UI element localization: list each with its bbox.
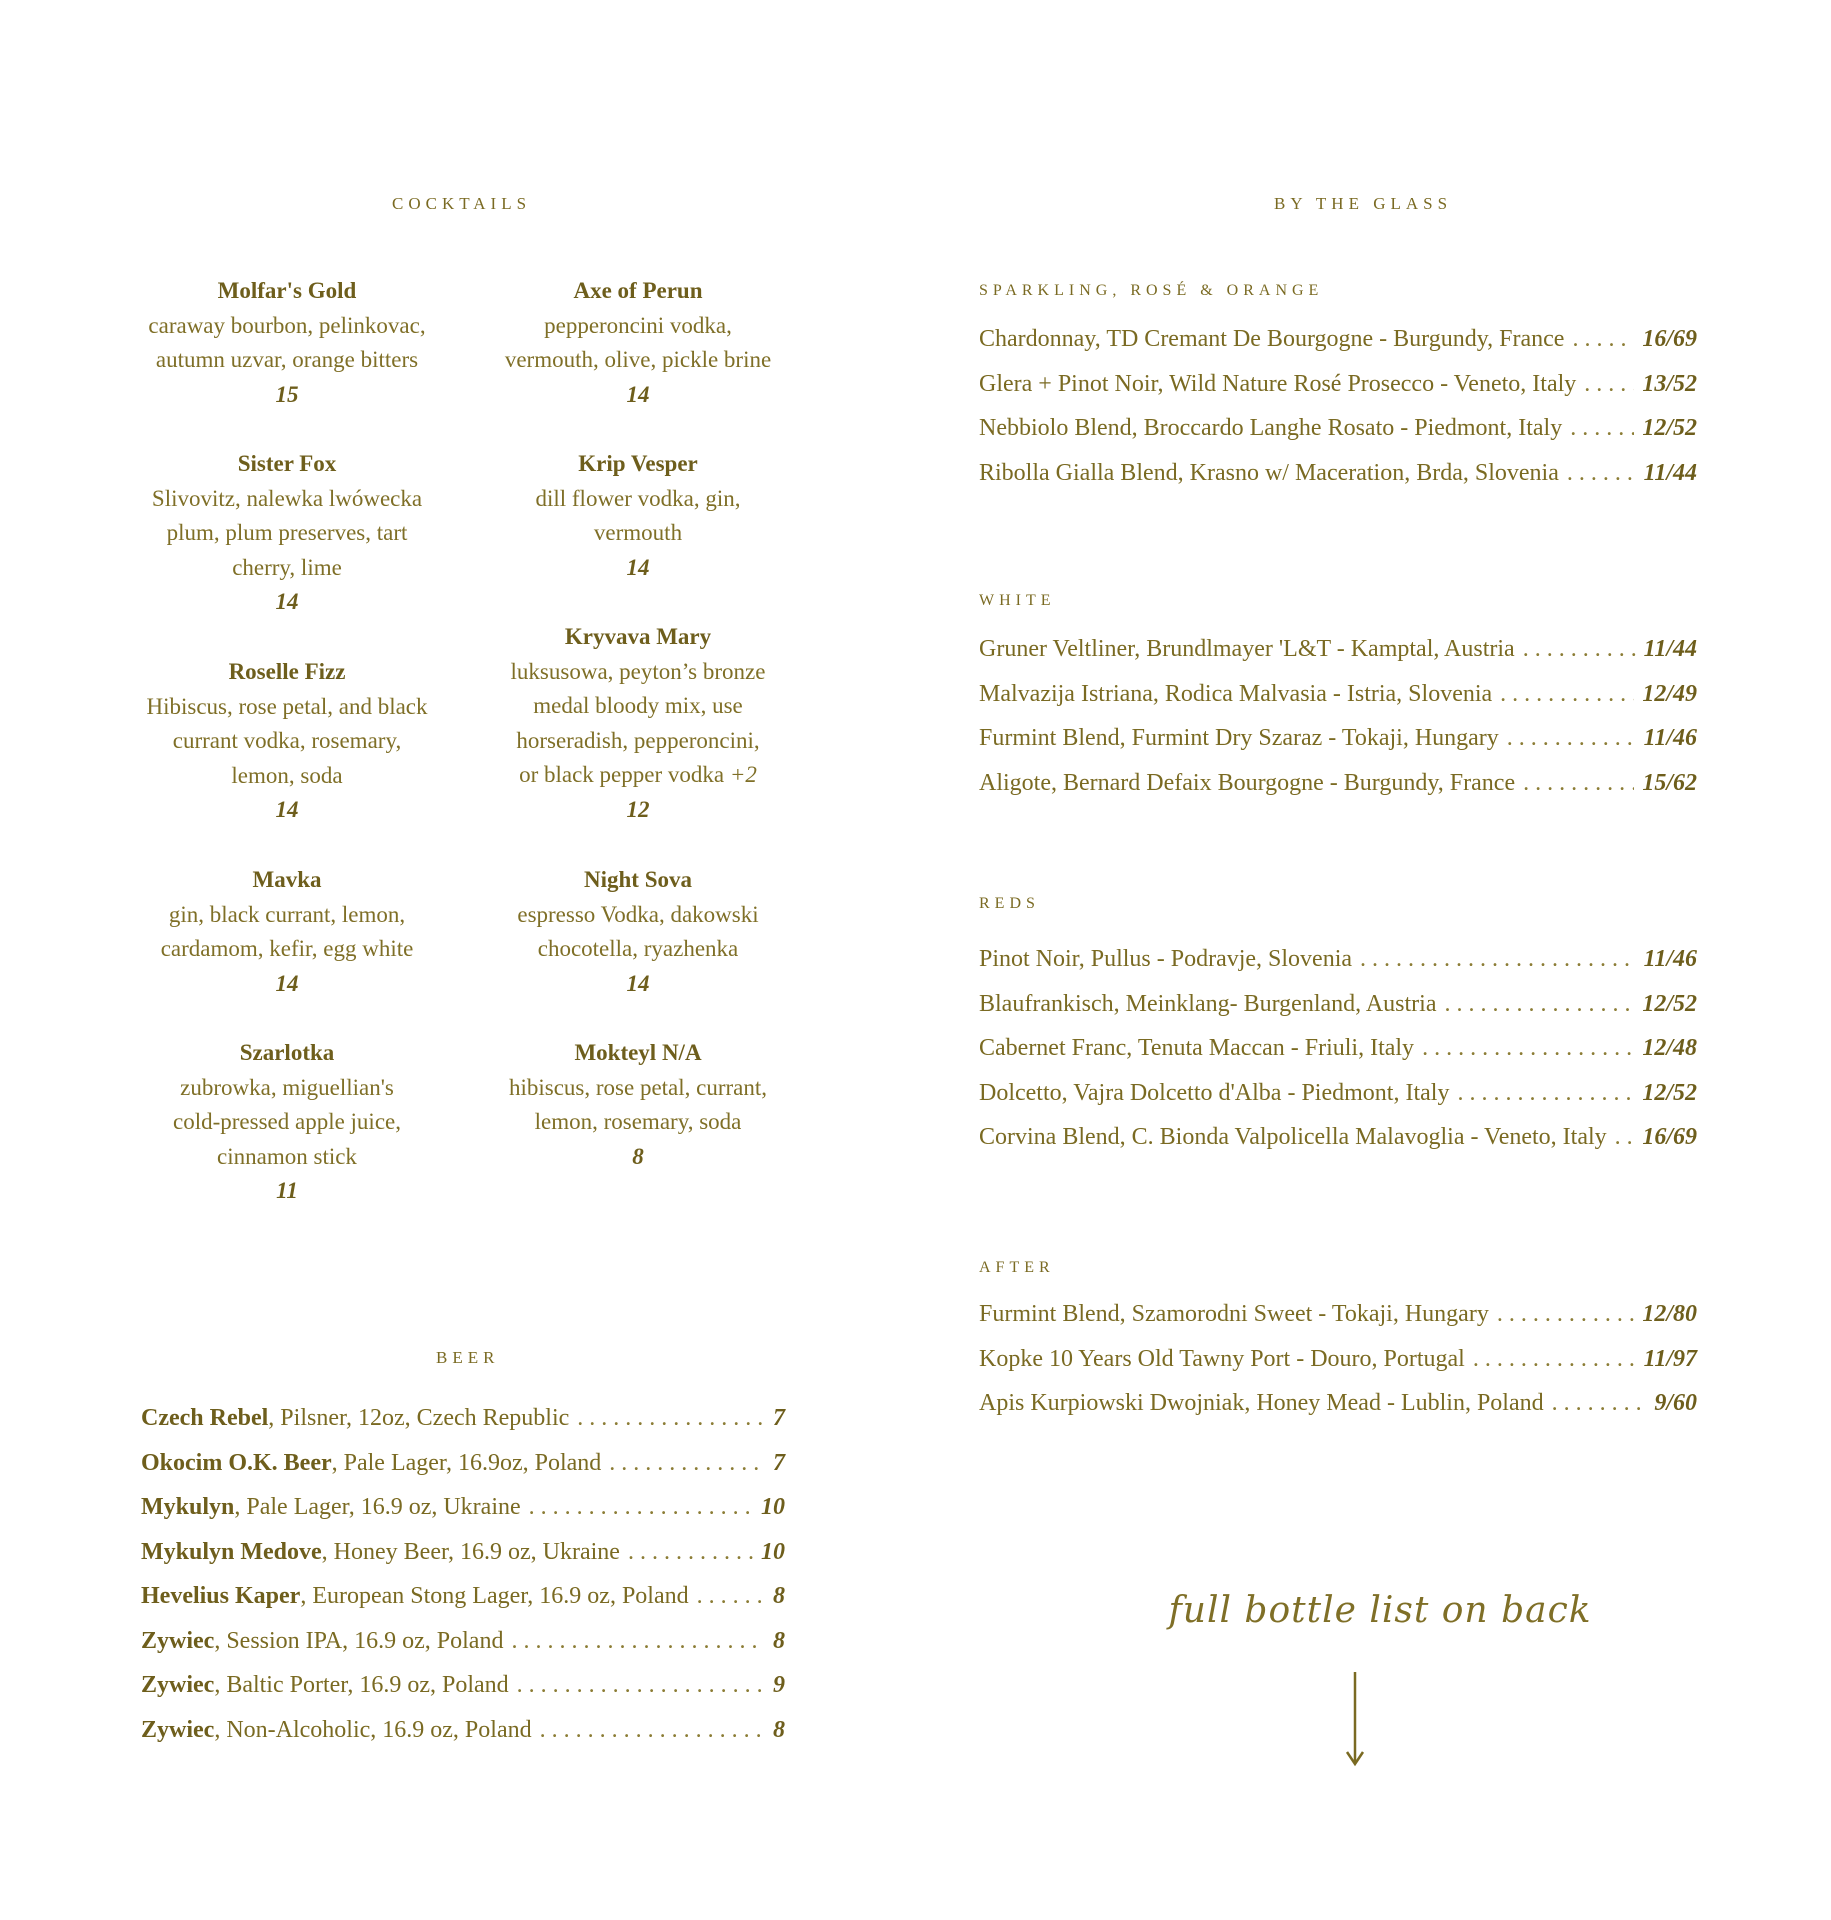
wine-row: [979, 326, 1697, 371]
wine-label: Nebbiolo Blend, Broccardo Langhe Rosato - Piedmont, Italy: [979, 415, 1563, 441]
wine-price: 11/44: [1643, 636, 1697, 662]
leader-dots: [1444, 991, 1634, 1018]
leader-dots: [1457, 1080, 1634, 1107]
cocktail-price: 14: [275, 970, 299, 996]
leader-dots: [1507, 725, 1636, 752]
cocktail-desc: cinnamon stick: [217, 1143, 357, 1169]
cocktail-name: Kryvava Mary: [564, 624, 712, 649]
cocktail-price: 11: [276, 1178, 298, 1203]
cocktail-desc: caraway bourbon, pelinkovac,: [148, 312, 426, 338]
cocktail-name: Sister Fox: [237, 451, 337, 476]
cocktail-item: [468, 1036, 808, 1174]
cocktail-item: [117, 1036, 457, 1209]
leader-dots: [1473, 1346, 1636, 1373]
cocktail-item: [468, 447, 808, 585]
cocktail-desc: espresso Vodka, dakowski: [517, 901, 759, 927]
wine-label: Kopke 10 Years Old Tawny Port - Douro, Portugal: [979, 1345, 1465, 1372]
cocktail-desc: medal bloody mix, use: [533, 693, 743, 718]
cocktail-desc: dill flower vodka, gin,: [535, 485, 741, 511]
beer-price: 8: [773, 1627, 785, 1654]
wine-price: 11/46: [1643, 725, 1697, 751]
wine-label: Malvazija Istriana, Rodica Malvasia - Istria, Slovenia: [979, 680, 1493, 707]
beer-label: [141, 1450, 601, 1477]
leader-dots: [1570, 415, 1634, 442]
cocktail-price: 8: [632, 1143, 644, 1169]
wine-section-title: AFTER: [979, 1259, 1055, 1276]
leader-dots: [697, 1583, 765, 1610]
beer-label: [141, 1717, 532, 1744]
wine-price: 12/48: [1642, 1035, 1697, 1061]
cocktail-price: 14: [626, 970, 650, 996]
wine-label: Aligote, Bernard Defaix Bourgogne - Burgundy, France: [979, 769, 1516, 796]
wine-price: 12/52: [1642, 415, 1697, 441]
cocktail-desc: Hibiscus, rose petal, and black: [146, 693, 428, 719]
wine-row: [979, 1346, 1697, 1391]
beer-price: 9: [773, 1672, 785, 1698]
cocktail-desc: autumn uzvar, orange bitters: [155, 347, 419, 372]
cocktail-item: [117, 447, 457, 620]
beer-detail: , Pale Lager, 16.9 oz, Ukraine: [234, 1494, 521, 1520]
cocktail-desc: chocotella, ryazhenka: [537, 936, 739, 961]
beer-row: [141, 1583, 785, 1628]
cocktail-desc-line: or black pepper vodka: [519, 762, 725, 787]
cocktail-desc: horseradish, pepperoncini,: [516, 727, 760, 753]
wine-label: Furmint Blend, Furmint Dry Szaraz - Tokaji, Hungary: [979, 725, 1499, 751]
cocktail-item: [468, 620, 808, 827]
beer-price: 8: [773, 1583, 785, 1609]
leader-dots: [577, 1405, 765, 1432]
leader-dots: [1523, 636, 1636, 663]
wine-price: 12/80: [1642, 1301, 1697, 1327]
cocktail-desc: pepperoncini vodka,: [544, 312, 732, 338]
cocktail-price: 12: [626, 796, 650, 822]
cocktail-name: Krip Vesper: [578, 451, 698, 476]
wine-label: Furmint Blend, Szamorodni Sweet - Tokaji, Hungary: [979, 1301, 1489, 1327]
cocktail-desc: Slivovitz, nalewka lwówecka: [151, 485, 423, 511]
beer-name: Zywiec: [141, 1672, 215, 1698]
cocktail-item: [468, 863, 808, 1001]
wine-row: [979, 946, 1697, 991]
wine-label: Pinot Noir, Pullus - Podravje, Slovenia: [979, 946, 1353, 972]
beer-name: Hevelius Kaper: [141, 1583, 301, 1609]
leader-dots: [529, 1494, 753, 1521]
leader-dots: [1584, 371, 1634, 398]
beer-row: [141, 1628, 785, 1673]
beer-price: 8: [773, 1716, 785, 1743]
leader-dots: [1615, 1124, 1635, 1151]
beer-detail: , Pilsner, 12oz, Czech Republic: [268, 1405, 570, 1431]
beer-detail: , Non-Alcoholic, 16.9 oz, Poland: [214, 1716, 532, 1743]
leader-dots: [628, 1539, 753, 1566]
cocktail-price: 15: [275, 381, 299, 407]
leader-dots: [1572, 326, 1634, 353]
cocktail-desc: vermouth: [593, 520, 683, 545]
wine-price: 9/60: [1654, 1390, 1697, 1416]
beer-detail: , Honey Beer, 16.9 oz, Ukraine: [321, 1538, 620, 1565]
wine-row: [979, 371, 1697, 416]
leader-dots: [1360, 946, 1636, 973]
wine-row: [979, 1035, 1697, 1080]
cocktail-item: [117, 863, 457, 1001]
wine-label: Chardonnay, TD Cremant De Bourgogne - Burgundy, France: [979, 326, 1565, 352]
cocktail-price: 14: [275, 797, 299, 822]
cocktail-item: [468, 274, 808, 412]
wine-label: Ribolla Gialla Blend, Krasno w/ Maceration, Brda, Slovenia: [979, 459, 1559, 486]
wine-row: [979, 991, 1697, 1036]
leader-dots: [1523, 770, 1634, 797]
wine-list: [979, 1301, 1697, 1435]
cocktail-name: Axe of Perun: [573, 278, 703, 303]
beer-row: [141, 1405, 785, 1450]
beer-name: Okocim O.K. Beer: [141, 1449, 332, 1476]
beer-row: [141, 1450, 785, 1495]
beer-label: [141, 1628, 503, 1655]
leader-dots: [1497, 1301, 1635, 1328]
beer-name: Mykulyn: [141, 1494, 235, 1520]
cocktail-item: [117, 274, 457, 412]
cocktail-desc: zubrowka, miguellian's: [180, 1074, 394, 1100]
down-arrow-icon: [1340, 1670, 1370, 1770]
wine-section-title: REDS: [979, 895, 1040, 912]
beer-name: Czech Rebel: [141, 1405, 269, 1431]
wine-row: [979, 1390, 1697, 1435]
cocktail-price: 14: [626, 554, 650, 580]
cocktail-desc: luksusowa, peyton’s bronze: [510, 658, 766, 684]
wine-price: 12/52: [1642, 990, 1697, 1017]
beer-row: [141, 1494, 785, 1539]
wine-price: 11/44: [1643, 459, 1697, 486]
wine-label: Dolcetto, Vajra Dolcetto d'Alba - Piedmont, Italy: [979, 1079, 1450, 1106]
wine-label: Glera + Pinot Noir, Wild Nature Rosé Prosecco - Veneto, Italy: [979, 370, 1577, 397]
cocktail-desc: lemon, soda: [231, 762, 343, 788]
beer-label: [141, 1539, 620, 1566]
leader-dots: [1567, 460, 1636, 487]
wine-section-title: WHITE: [979, 592, 1056, 609]
cocktails-title: COCKTAILS: [392, 194, 532, 213]
wine-list: [979, 326, 1697, 504]
cocktail-name: Roselle Fizz: [228, 659, 346, 684]
wine-label: Blaufrankisch, Meinklang- Burgenland, Austria: [979, 990, 1437, 1017]
wine-price: 12/52: [1642, 1079, 1697, 1106]
beer-row: [141, 1672, 785, 1717]
leader-dots: [511, 1628, 765, 1655]
wine-price: 11/46: [1643, 946, 1697, 972]
cocktail-desc: hibiscus, rose petal, currant,: [508, 1074, 768, 1100]
cocktail-desc: gin, black currant, lemon,: [168, 901, 406, 927]
wine-price: 12/49: [1642, 680, 1697, 707]
cocktail-name: Night Sova: [584, 867, 692, 892]
beer-price: 10: [761, 1494, 785, 1520]
wine-label: Gruner Veltliner, Brundlmayer 'L&T - Kamptal, Austria: [979, 636, 1515, 662]
cocktail-item: [117, 655, 457, 828]
cocktail-desc: plum, plum preserves, tart: [166, 520, 408, 545]
wine-price: 16/69: [1642, 326, 1697, 352]
full-bottle-list-note: full bottle list on back: [1168, 1590, 1592, 1631]
cocktail-desc: [468, 758, 808, 793]
beer-price: 10: [761, 1538, 785, 1565]
wine-price: 16/69: [1642, 1124, 1697, 1150]
wine-price: 13/52: [1642, 370, 1697, 397]
beer-price: 7: [773, 1405, 785, 1431]
wine-list: [979, 636, 1697, 814]
cocktail-name: Mavka: [252, 867, 322, 892]
by-the-glass-title: BY THE GLASS: [1274, 194, 1453, 213]
beer-detail: , Pale Lager, 16.9oz, Poland: [331, 1449, 602, 1476]
leader-dots: [540, 1717, 765, 1744]
beer-row: [141, 1717, 785, 1762]
cocktail-upcharge: +2: [729, 762, 757, 787]
cocktail-name: Szarlotka: [239, 1040, 335, 1065]
beer-list: [141, 1405, 785, 1761]
wine-row: [979, 725, 1697, 770]
wine-row: [979, 1124, 1697, 1169]
cocktail-name: Mokteyl N/A: [574, 1040, 702, 1065]
wine-row: [979, 1080, 1697, 1125]
wine-row: [979, 681, 1697, 726]
wine-row: [979, 770, 1697, 815]
cocktail-desc: cold-pressed apple juice,: [173, 1109, 401, 1134]
beer-name: Mykulyn Medove: [141, 1538, 322, 1565]
beer-title: BEER: [436, 1348, 500, 1367]
cocktail-desc: vermouth, olive, pickle brine: [504, 347, 772, 372]
cocktail-desc: cherry, lime: [232, 554, 342, 580]
cocktail-desc: currant vodka, rosemary,: [172, 728, 402, 753]
leader-dots: [1422, 1035, 1634, 1062]
beer-detail: , Baltic Porter, 16.9 oz, Poland: [214, 1672, 509, 1698]
leader-dots: [1500, 681, 1634, 708]
wine-price: 15/62: [1642, 769, 1697, 796]
beer-row: [141, 1539, 785, 1584]
cocktail-price: 14: [275, 589, 299, 614]
beer-detail: , European Stong Lager, 16.9 oz, Poland: [300, 1583, 689, 1609]
beer-detail: , Session IPA, 16.9 oz, Poland: [214, 1627, 504, 1654]
beer-price: 7: [773, 1449, 785, 1476]
cocktail-price: 14: [626, 381, 650, 407]
wine-row: [979, 460, 1697, 505]
wine-section-title: SPARKLING, ROSÉ & ORANGE: [979, 282, 1324, 299]
wine-label: Apis Kurpiowski Dwojniak, Honey Mead - Lublin, Poland: [979, 1390, 1544, 1416]
leader-dots: [517, 1672, 765, 1699]
beer-label: [141, 1494, 521, 1521]
wine-label: Corvina Blend, C. Bionda Valpolicella Malavoglia - Veneto, Italy: [979, 1124, 1607, 1150]
wine-row: [979, 636, 1697, 681]
cocktail-name: Molfar's Gold: [217, 278, 357, 303]
wine-row: [979, 1301, 1697, 1346]
beer-name: Zywiec: [141, 1627, 215, 1654]
beer-label: [141, 1672, 509, 1699]
beer-label: [141, 1583, 689, 1610]
wine-list: [979, 946, 1697, 1169]
leader-dots: [609, 1450, 765, 1477]
wine-row: [979, 415, 1697, 460]
beer-name: Zywiec: [141, 1716, 215, 1743]
wine-price: 11/97: [1643, 1345, 1697, 1372]
beer-label: [141, 1405, 569, 1432]
cocktail-desc: lemon, rosemary, soda: [534, 1109, 742, 1134]
cocktail-desc: cardamom, kefir, egg white: [160, 936, 414, 961]
leader-dots: [1552, 1390, 1647, 1417]
wine-label: Cabernet Franc, Tenuta Maccan - Friuli, Italy: [979, 1035, 1415, 1061]
